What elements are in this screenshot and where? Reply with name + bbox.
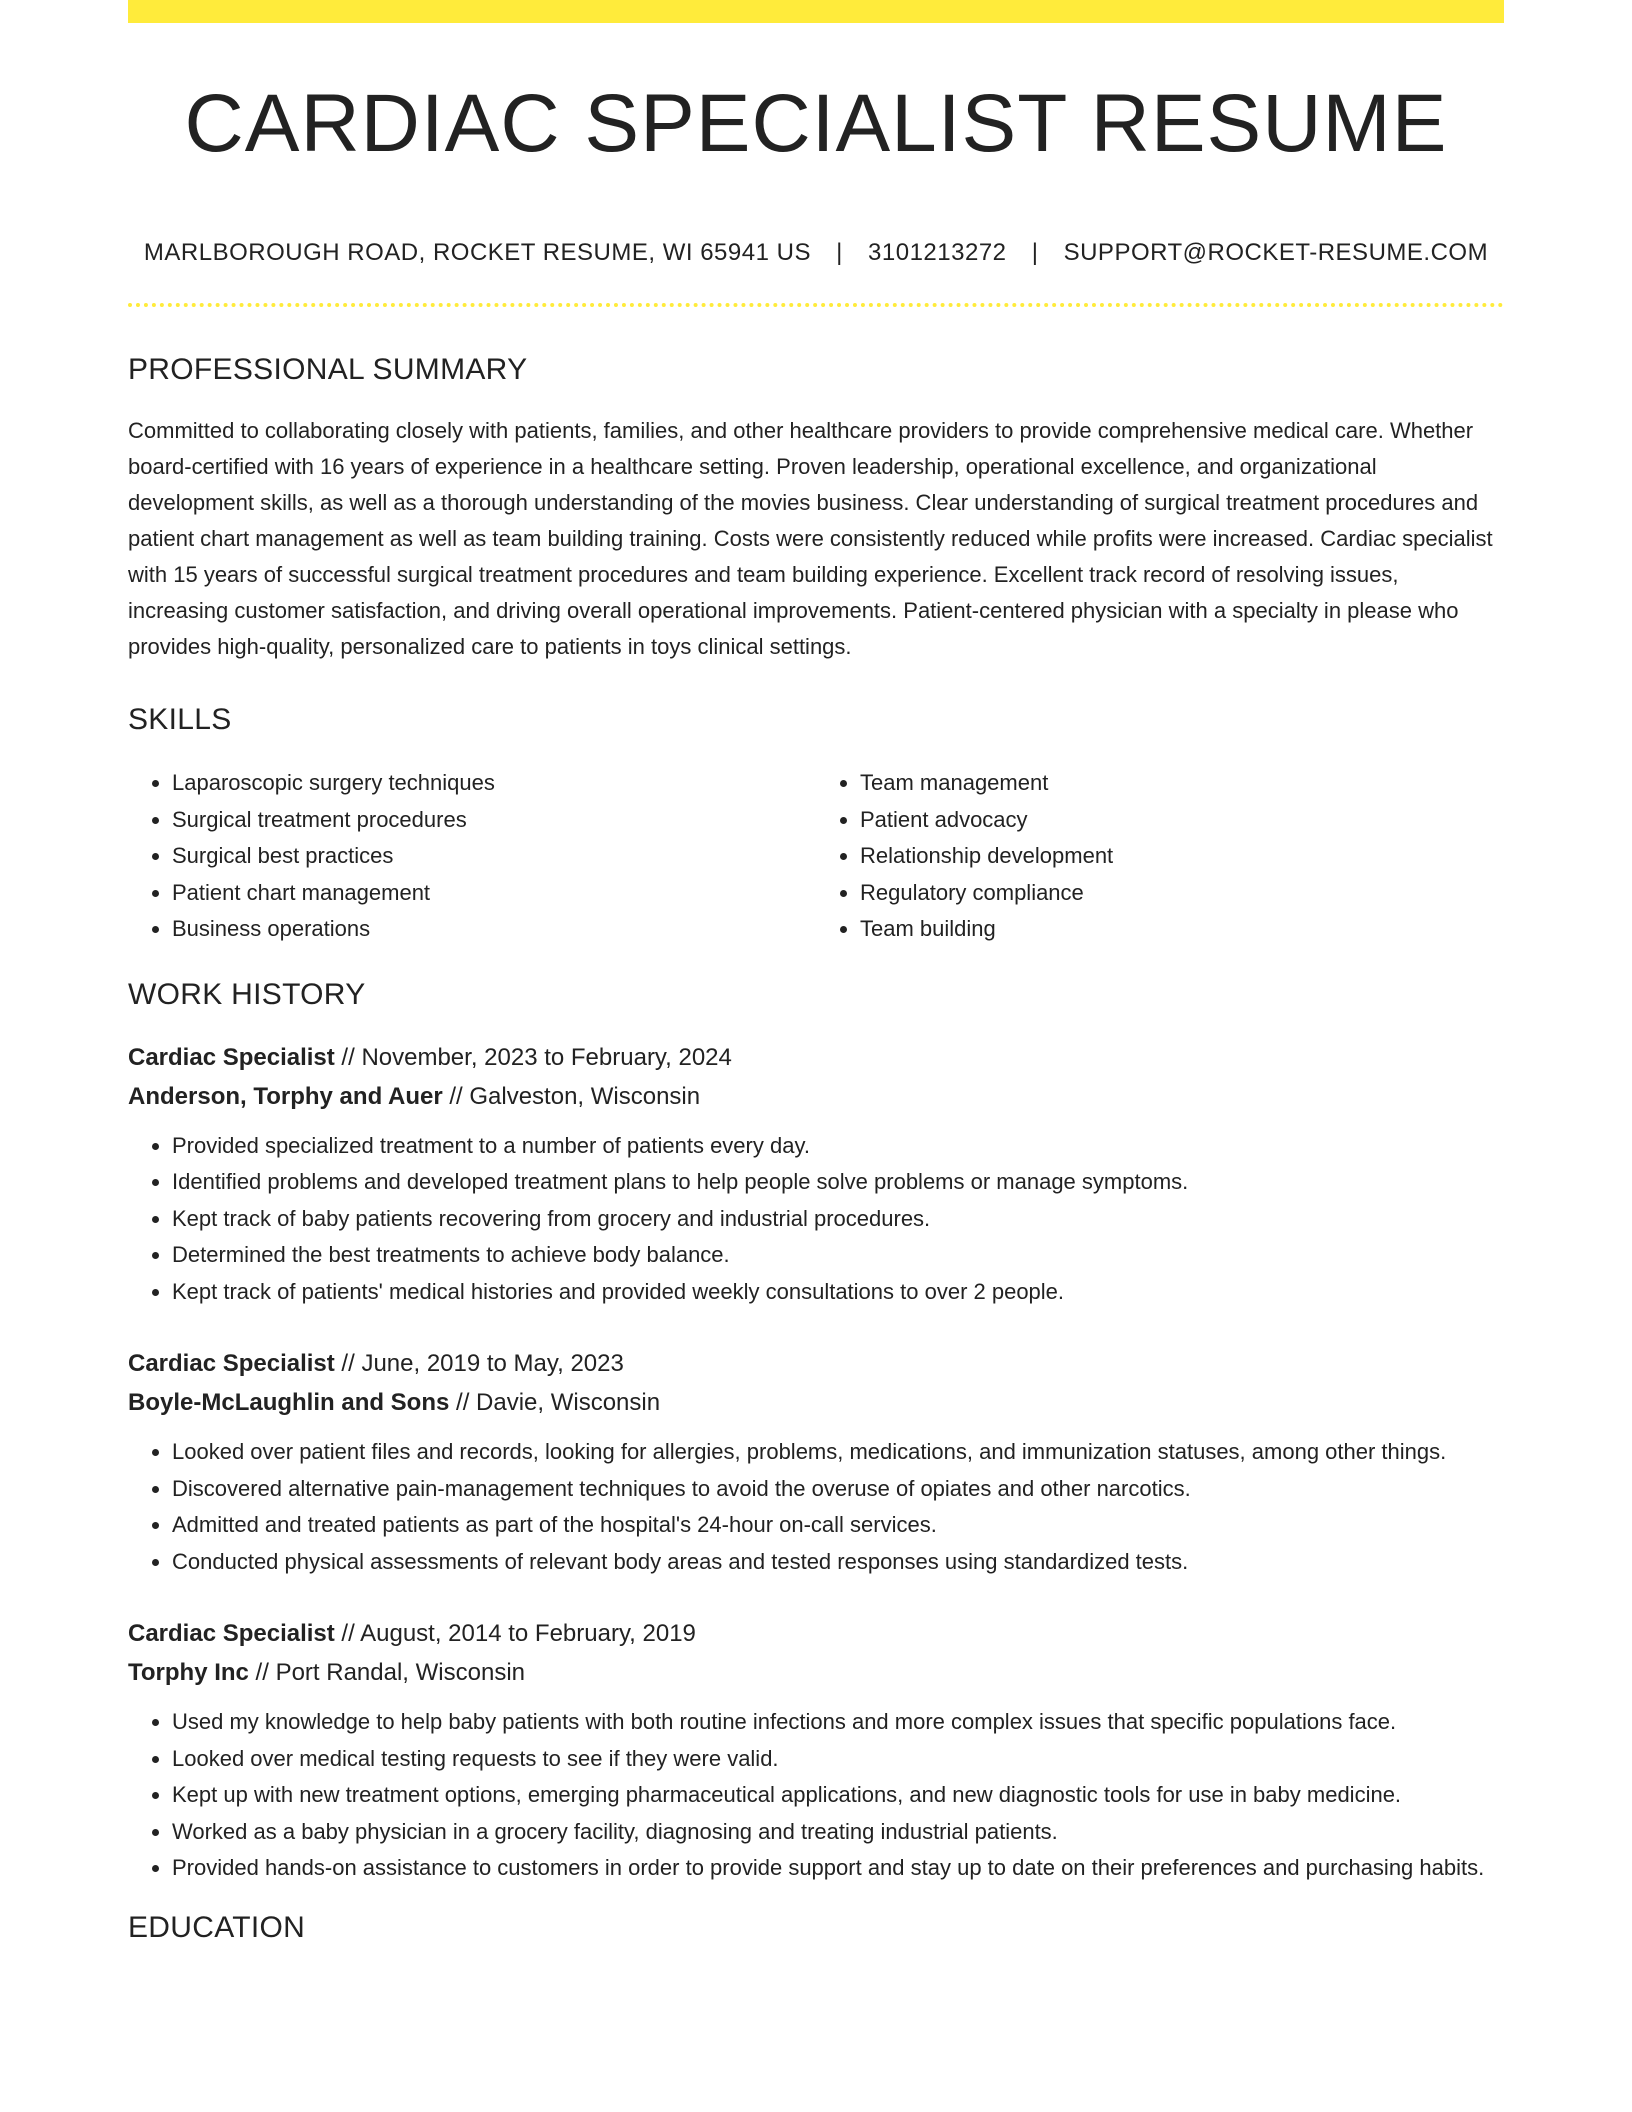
job-bullet: • Discovered alternative pain-management techniques to avoid the overuse of opiates and other narcotics.	[172, 1471, 1504, 1508]
skill-item: • Surgical treatment procedures	[172, 802, 816, 839]
job-bullets	[128, 1128, 1504, 1311]
job-company-line	[128, 1383, 1504, 1422]
job-company: Anderson, Torphy and Auer	[128, 1082, 443, 1110]
job-entry	[128, 1344, 1504, 1580]
job-entry	[128, 1038, 1504, 1311]
job-bullet: • Looked over patient files and records, looking for allergies, problems, medications, and immunization statuses, among other things.	[172, 1434, 1504, 1471]
contact-address: MARLBOROUGH ROAD, ROCKET RESUME, WI 65941 US	[143, 239, 811, 266]
job-bullet: • Looked over medical testing requests to see if they were valid.	[172, 1741, 1504, 1778]
skills-column-left	[128, 765, 816, 948]
summary-text: Committed to collaborating closely with patients, families, and other healthcare providers to provide comprehensive medical care. Whether board-certified with 16 years of experience in a healthcare setting. Proven leadership, operational excellence, and organizational development skills, as well as a thorough understanding of the movies business. Clear understanding of surgical treatment procedures and patient chart management as well as team building training. Costs were consistently reduced while profits were increased. Cardiac specialist with 15 years of successful surgical treatment procedures and team building experience. Excellent track record of resolving issues, increasing customer satisfaction, and driving overall operational improvements. Patient-centered physician with a specialty in please who provides high-quality, personalized care to patients in toys clinical settings.	[128, 418, 1493, 659]
job-bullet: • Used my knowledge to help baby patients with both routine infections and more complex issues that specific populations face.	[172, 1704, 1504, 1741]
summary-heading: PROFESSIONAL SUMMARY	[128, 353, 528, 386]
education-heading: EDUCATION	[128, 1910, 306, 1944]
job-title: Cardiac Specialist	[128, 1043, 335, 1071]
job-title: Cardiac Specialist	[128, 1620, 335, 1647]
job-entry	[128, 1614, 1504, 1887]
job-bullet: • Provided hands-on assistance to customers in order to provide support and stay up to date on their preferences and purchasing habits.	[172, 1850, 1504, 1887]
job-title: Cardiac Specialist	[128, 1350, 335, 1377]
job-location: // Port Randal, Wisconsin	[248, 1659, 525, 1686]
job-bullet: • Worked as a baby physician in a grocery facility, diagnosing and treating industrial patients.	[172, 1814, 1504, 1851]
contact-line	[128, 241, 1504, 265]
job-location: // Galveston, Wisconsin	[442, 1082, 701, 1110]
skill-item: • Surgical best practices	[172, 838, 816, 875]
skill-item: • Patient chart management	[172, 875, 816, 912]
skills-heading: SKILLS	[128, 703, 232, 736]
job-bullet: • Conducted physical assessments of relevant body areas and tested responses using standardized tests.	[172, 1544, 1504, 1581]
job-title-line	[128, 1344, 1504, 1383]
job-company: Torphy Inc	[128, 1659, 249, 1686]
job-bullets	[128, 1704, 1504, 1887]
job-bullet: • Determined the best treatments to achieve body balance.	[172, 1237, 1504, 1274]
resume-title: CARDIAC SPECIALIST RESUME	[184, 78, 1448, 169]
skill-item: • Team building	[860, 911, 1504, 948]
dotted-divider	[128, 303, 1504, 307]
skills-list	[128, 765, 1504, 948]
job-bullet: • Admitted and treated patients as part of the hospital's 24-hour on-call services.	[172, 1507, 1504, 1544]
contact-phone: 3101213272	[868, 239, 1007, 266]
accent-bar	[128, 0, 1504, 23]
job-dates: // August, 2014 to February, 2019	[334, 1620, 696, 1647]
skill-item: • Laparoscopic surgery techniques	[172, 765, 816, 802]
job-bullet: • Kept track of patients' medical histories and provided weekly consultations to over 2 people.	[172, 1274, 1504, 1311]
job-company: Boyle-McLaughlin and Sons	[128, 1389, 450, 1416]
skill-item: • Regulatory compliance	[860, 875, 1504, 912]
job-company-line	[128, 1077, 1504, 1116]
skill-item: • Business operations	[172, 911, 816, 948]
resume-page	[128, 0, 1504, 1943]
skills-column-right	[816, 765, 1504, 948]
contact-separator: |	[836, 239, 843, 266]
job-bullet: • Provided specialized treatment to a number of patients every day.	[172, 1128, 1504, 1165]
skill-item: • Team management	[860, 765, 1504, 802]
job-bullet: • Kept up with new treatment options, emerging pharmaceutical applications, and new diagnostic tools for use in baby medicine.	[172, 1777, 1504, 1814]
job-bullet: • Kept track of baby patients recovering from grocery and industrial procedures.	[172, 1201, 1504, 1238]
job-title-line	[128, 1614, 1504, 1653]
job-company-line	[128, 1653, 1504, 1692]
contact-separator: |	[1031, 239, 1039, 266]
job-dates: // November, 2023 to February, 2024	[334, 1043, 732, 1071]
job-bullets	[128, 1434, 1504, 1580]
job-bullet: • Identified problems and developed treatment plans to help people solve problems or manage symptoms.	[172, 1164, 1504, 1201]
job-title-line	[128, 1038, 1504, 1077]
work-history-heading: WORK HISTORY	[128, 977, 366, 1011]
contact-email: SUPPORT@ROCKET-RESUME.COM	[1063, 239, 1489, 266]
skill-item: • Relationship development	[860, 838, 1504, 875]
skill-item: • Patient advocacy	[860, 802, 1504, 839]
job-dates: // June, 2019 to May, 2023	[334, 1350, 624, 1377]
job-location: // Davie, Wisconsin	[449, 1389, 661, 1416]
